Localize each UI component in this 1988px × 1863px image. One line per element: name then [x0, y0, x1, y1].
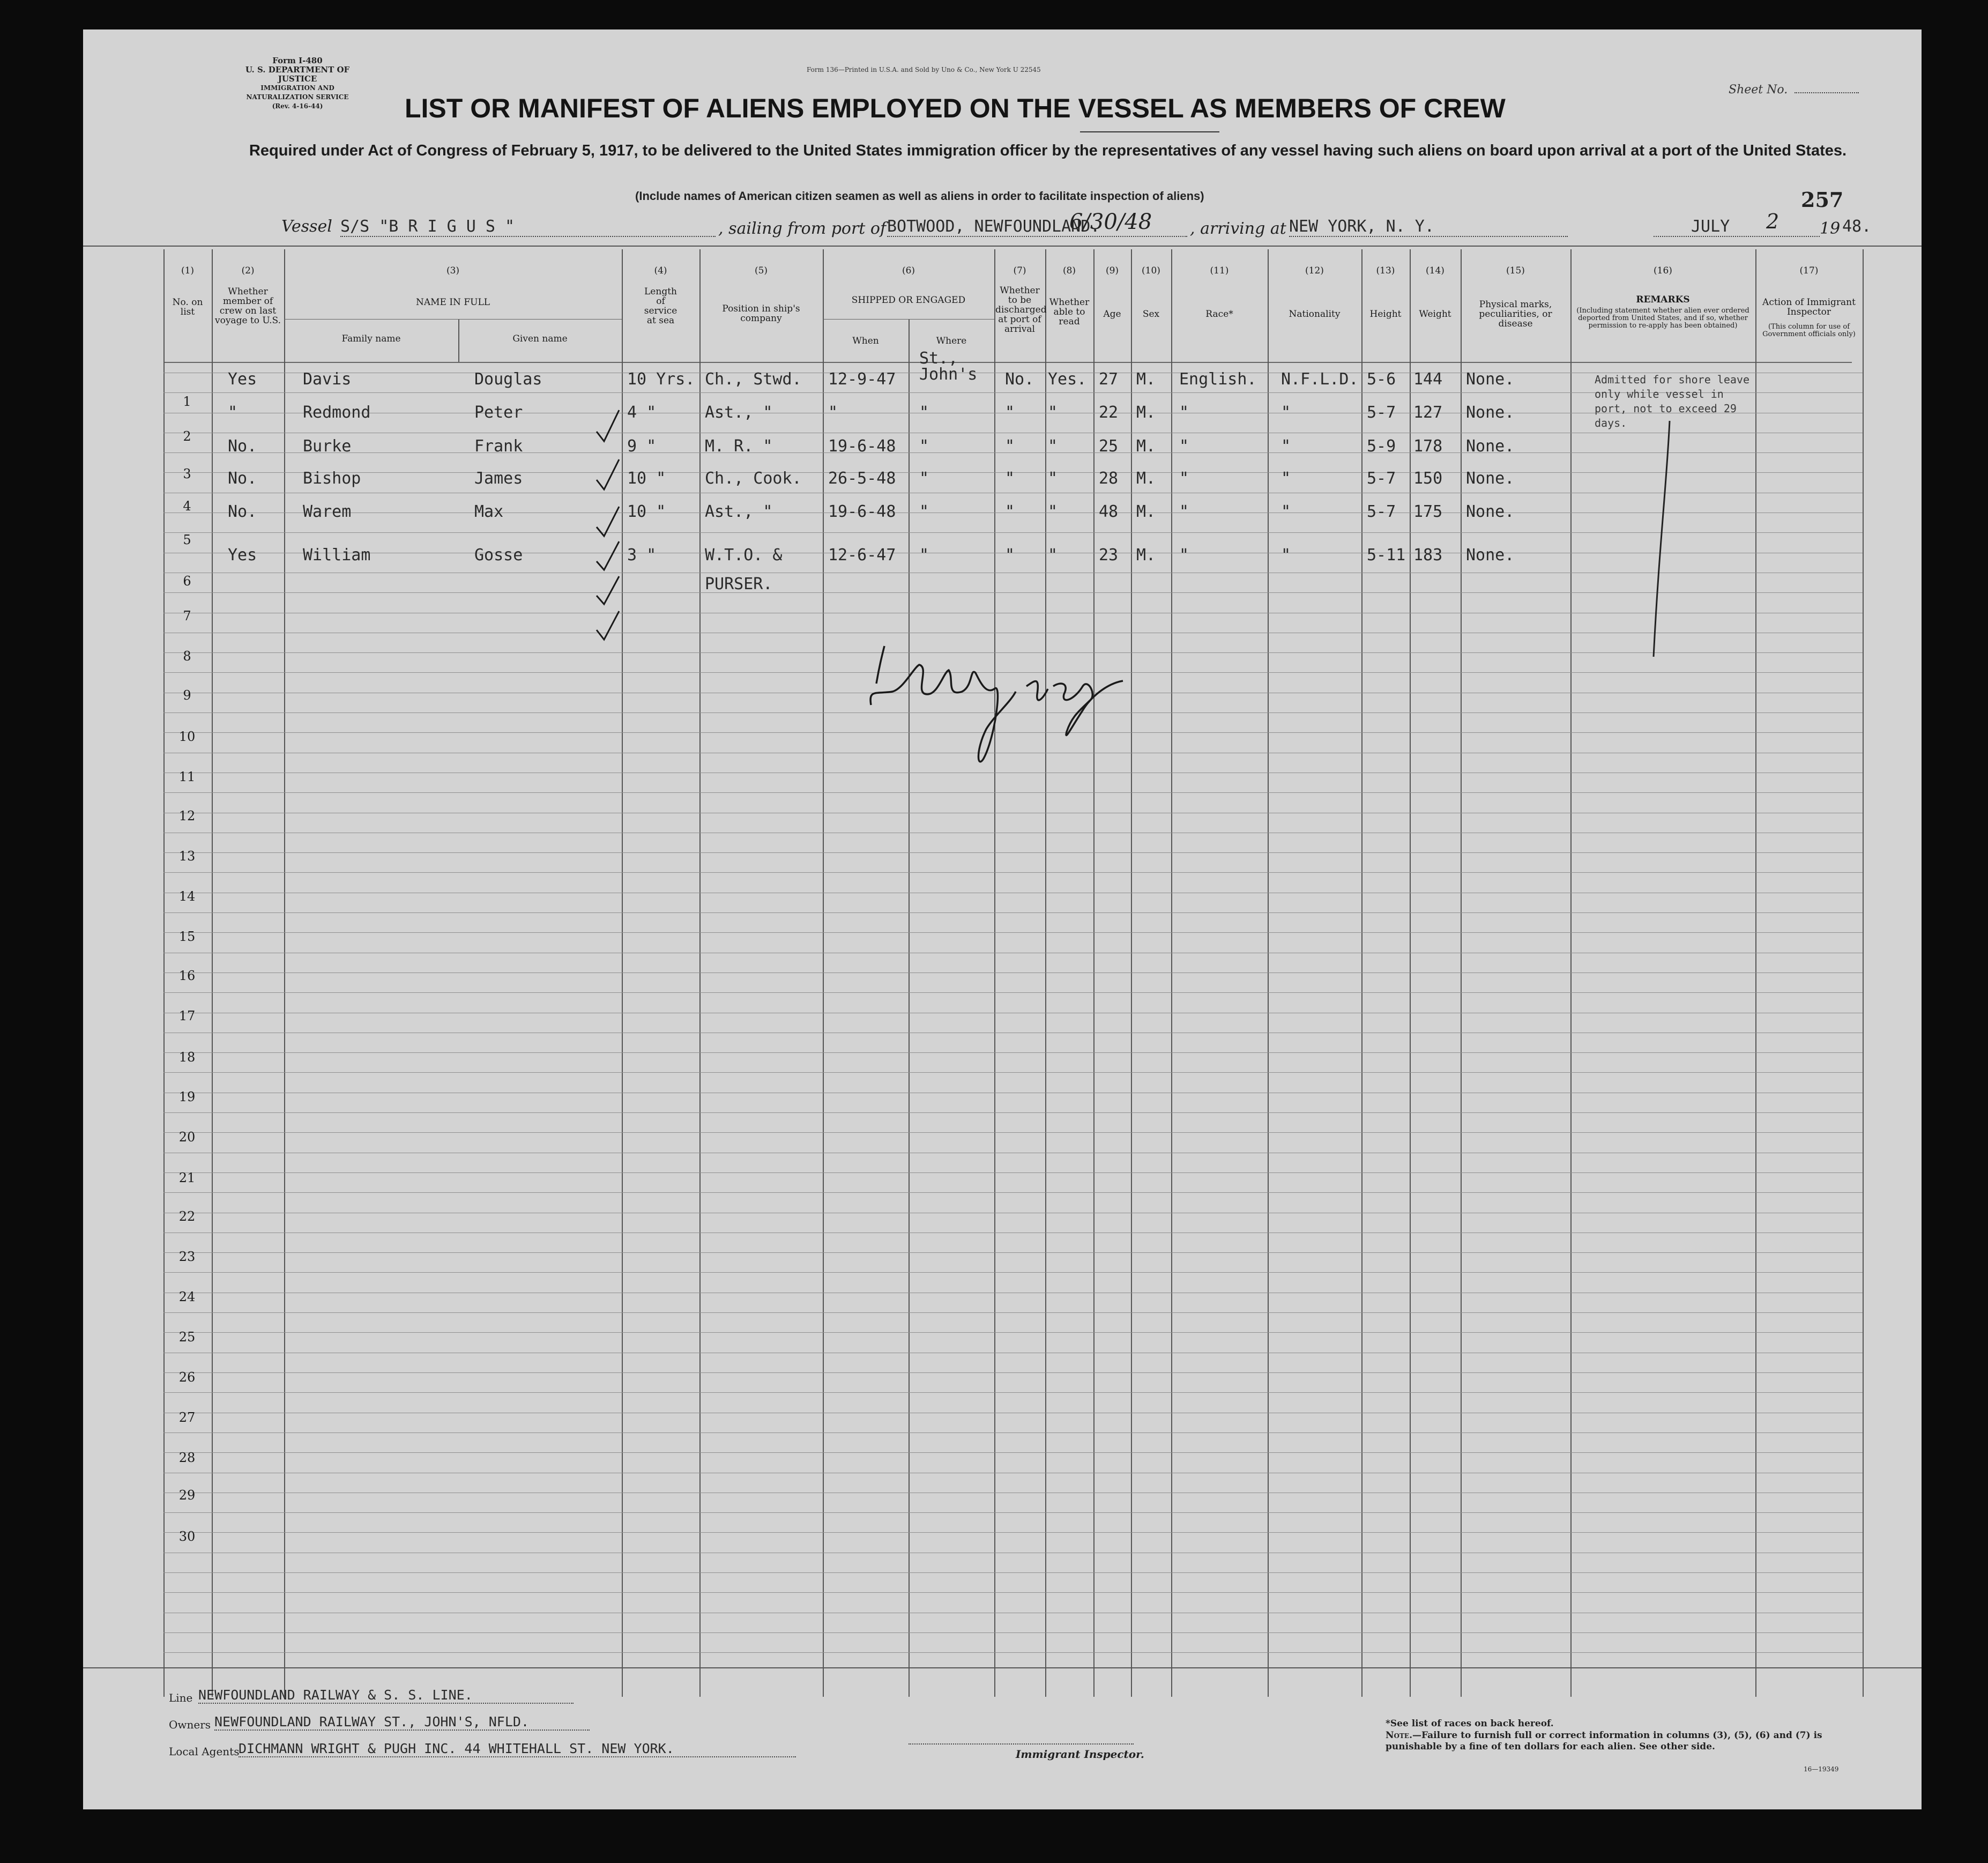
cell-weight: 144 [1413, 370, 1443, 389]
ruled-line [163, 1452, 1863, 1453]
arrival-month-field[interactable]: JULY [1654, 217, 1820, 237]
cell-crew: Yes [228, 370, 257, 389]
cell-marks: None. [1466, 437, 1515, 456]
ruled-line [163, 532, 1863, 533]
cell-age: 22 [1099, 403, 1119, 422]
instruction-note: (Include names of American citizen seamen as well as aliens in order to facilitate inspection of aliens) [635, 189, 1204, 203]
sheet-no-text: Sheet No. [1729, 83, 1788, 97]
ruled-line [163, 1192, 1863, 1193]
column-number: (9) [1105, 265, 1119, 276]
row-number: 19 [178, 1089, 196, 1104]
ruled-line [163, 1072, 1863, 1073]
ruled-line [163, 1432, 1863, 1433]
service-checkmarks [592, 399, 630, 651]
row-number: 16 [178, 968, 196, 983]
cell-crew: Yes [228, 546, 257, 565]
cell-weight: 178 [1413, 437, 1443, 456]
cell-nationality: " [1281, 437, 1291, 456]
column-header-able-to-read: Whether able to read [1049, 297, 1090, 327]
sheet-no-field[interactable] [1795, 92, 1859, 93]
cell-family: Burke [303, 437, 352, 456]
arrival-day-handwritten: 2 [1766, 210, 1779, 233]
ruled-line [163, 1392, 1863, 1393]
name-subheader-rule [284, 319, 622, 320]
row-number: 5 [183, 532, 191, 547]
row-number: 26 [178, 1370, 196, 1385]
column-subheader-given-name: Given name [512, 333, 568, 344]
cell-discharge: No. [1005, 370, 1034, 389]
sailing-label: , sailing from port of [718, 219, 887, 238]
department: U. S. DEPARTMENT OF JUSTICE [245, 65, 350, 84]
column-number: (12) [1305, 265, 1324, 276]
cell-where: St., John's [919, 349, 978, 384]
column-header-remarks: REMARKS [1636, 294, 1690, 305]
cell-crew: No. [228, 469, 257, 488]
row-number: 27 [178, 1410, 196, 1425]
local-agents-label: Local Agents [169, 1745, 240, 1758]
shipped-subheader-rule [823, 319, 994, 320]
penalty-note [1386, 1730, 1868, 1753]
ruled-line [163, 1252, 1863, 1253]
row-number: 10 [178, 729, 196, 744]
cell-discharge: " [1005, 502, 1015, 521]
cell-family: Warem [303, 502, 352, 521]
column-number: (2) [241, 265, 255, 276]
cell-family: Bishop [303, 469, 361, 488]
local-agents-field[interactable]: DICHMANN WRIGHT & PUGH INC. 44 WHITEHALL ST. NEW YORK. [239, 1741, 796, 1757]
cell-sex: M. [1136, 403, 1156, 422]
page-number: 257 [1801, 188, 1844, 212]
inspector-label: Immigrant Inspector. [1016, 1748, 1144, 1761]
row-number: 9 [183, 688, 191, 703]
ruled-line [163, 1512, 1863, 1513]
row-number: 4 [183, 499, 191, 514]
cell-nationality: " [1281, 403, 1291, 422]
departure-port-field[interactable]: BOTWOOD, NEWFOUNDLAND. [887, 217, 1187, 237]
inspector-signature-field[interactable] [909, 1743, 1134, 1745]
cell-marks: None. [1466, 403, 1515, 422]
column-header-length-of-service: Length of service at sea [644, 286, 677, 326]
cell-marks: None. [1466, 469, 1515, 488]
owners-field[interactable]: NEWFOUNDLAND RAILWAY ST., JOHN'S, NFLD. [214, 1714, 590, 1731]
cell-discharge: " [1005, 469, 1015, 488]
arrival-port-field[interactable]: NEW YORK, N. Y. [1289, 217, 1568, 237]
row-number: 13 [178, 849, 196, 864]
column-header-no-on-list: No. on list [172, 297, 203, 317]
row-number: 12 [178, 808, 196, 823]
table-bottom-rule [83, 1667, 1922, 1668]
ruled-line [163, 1532, 1863, 1533]
column-number: (6) [902, 265, 915, 276]
cell-sex: M. [1136, 370, 1156, 389]
cell-given: Frank [474, 437, 523, 456]
cell-race: " [1179, 437, 1189, 456]
ruled-line [163, 1332, 1863, 1333]
ruled-line [163, 592, 1863, 593]
ruled-line [163, 932, 1863, 933]
column-header-name: NAME IN FULL [415, 297, 490, 308]
cell-race: " [1179, 403, 1189, 422]
cell-family: Davis [303, 370, 352, 389]
line-field[interactable]: NEWFOUNDLAND RAILWAY & S. S. LINE. [198, 1687, 574, 1704]
row-number: 2 [183, 429, 191, 444]
cell-given: Gosse [474, 546, 523, 565]
departure-date-handwritten: 6/30/48 [1069, 210, 1152, 234]
cell-age: 25 [1099, 437, 1119, 456]
cell-marks: None. [1466, 370, 1515, 389]
cell-service: 10 " [627, 502, 666, 521]
cell-read: " [1048, 502, 1058, 521]
cell-height: 5-7 [1367, 469, 1396, 488]
column-number: (17) [1799, 265, 1819, 276]
row-number: 22 [178, 1209, 196, 1224]
column-header-shipped: SHIPPED OR ENGAGED [851, 295, 966, 306]
cell-service: 4 " [627, 403, 657, 422]
ruled-line [163, 992, 1863, 993]
column-number: (14) [1426, 265, 1445, 276]
cell-position: Ch., Stwd. [705, 370, 802, 389]
cell-marks: None. [1466, 502, 1515, 521]
cell-crew: No. [228, 437, 257, 456]
column-number: (7) [1013, 265, 1026, 276]
column-header-crew-last-voyage: Whether member of crew on last voyage to U.S. [214, 286, 281, 326]
cell-nationality: " [1281, 502, 1291, 521]
manifest-sheet [83, 29, 1922, 1809]
cell-height: 5-11 [1367, 546, 1406, 565]
cell-height: 5-9 [1367, 437, 1396, 456]
column-header-physical-marks: Physical marks, peculiarities, or disease [1479, 299, 1552, 329]
ruled-line [163, 912, 1863, 913]
cell-race: " [1179, 502, 1189, 521]
arriving-label: , arriving at [1190, 219, 1286, 238]
cell-weight: 150 [1413, 469, 1443, 488]
cell-given: Max [474, 502, 504, 521]
column-number: (8) [1062, 265, 1076, 276]
cell-weight: 183 [1413, 546, 1443, 565]
cell-read: " [1048, 403, 1058, 422]
row-number: 15 [178, 929, 196, 944]
cell-given: Douglas [474, 370, 542, 389]
cell-age: 48 [1099, 502, 1119, 521]
cell-when: " [828, 403, 838, 422]
column-detail-remarks: (Including statement whether alien ever ordered deported from United States, and if so, whether permission to re-apply has been obtained) [1576, 307, 1749, 330]
row-number: 17 [178, 1008, 196, 1023]
row-number: 20 [178, 1130, 196, 1145]
cell-discharge: " [1005, 546, 1015, 565]
row-number: 1 [183, 394, 191, 409]
column-header-age: Age [1103, 309, 1121, 320]
row-number: 11 [178, 769, 196, 784]
column-header-nationality: Nationality [1289, 309, 1341, 320]
cell-height: 5-6 [1367, 370, 1396, 389]
row-number: 23 [178, 1249, 196, 1264]
header-bottom-rule [163, 362, 1852, 363]
cell-sex: M. [1136, 546, 1156, 565]
cell-where: " [919, 403, 929, 422]
arrival-year-field[interactable]: 48. [1842, 217, 1872, 236]
column-header-inspector-action: Action of Immigrant Inspector [1762, 297, 1856, 317]
column-header-race: Race* [1205, 309, 1233, 320]
cell-discharge: " [1005, 403, 1015, 422]
signature [855, 635, 1155, 775]
document-subtitle: Required under Act of Congress of February 5, 1917, to be delivered to the United States immigration officer by the representatives of any vessel having such aliens on board upon arrival at a port of the United States. [249, 142, 1847, 159]
cell-race: English. [1179, 370, 1257, 389]
cell-race: " [1179, 546, 1189, 565]
cell-service: 10 Yrs. [627, 370, 695, 389]
cell-when: 12-9-47 [828, 370, 896, 389]
revision-date: (Rev. 4-16-44) [272, 102, 323, 110]
owners-label: Owners [169, 1718, 211, 1731]
cell-discharge: " [1005, 437, 1015, 456]
ruled-line [163, 1132, 1863, 1133]
cell-where: " [919, 469, 929, 488]
cell-sex: M. [1136, 469, 1156, 488]
vessel-name-field[interactable]: S/S "B R I G U S " [340, 217, 716, 237]
ruled-line [163, 1312, 1863, 1313]
cell-nationality: N.F.L.D. [1281, 370, 1359, 389]
cell-age: 28 [1099, 469, 1119, 488]
ruled-line [163, 1652, 1863, 1653]
cell-position: Ast., " [705, 403, 773, 422]
note-text: —Failure to furnish full or correct information in columns (3), (5), (6) and (7) is punishable by a fine of ten dollars for each alien. See other side. [1386, 1730, 1822, 1752]
cell-read: " [1048, 546, 1058, 565]
column-header-sex: Sex [1142, 309, 1160, 320]
cell-when: 19-6-48 [828, 502, 896, 521]
cell-race: " [1179, 469, 1189, 488]
document-title: LIST OR MANIFEST OF ALIENS EMPLOYED ON THE VESSEL AS MEMBERS OF CREW [405, 93, 1506, 123]
title-underline [1080, 131, 1219, 132]
ruled-line [163, 1272, 1863, 1273]
line-label: Line [169, 1691, 193, 1704]
printer-line: Form 136—Printed in U.S.A. and Sold by Uno & Co., New York U 22545 [807, 66, 1041, 73]
column-subheader-when: When [852, 336, 879, 346]
ruled-line [163, 872, 1863, 873]
cell-read: Yes. [1048, 370, 1087, 389]
cell-height: 5-7 [1367, 502, 1396, 521]
column-header-position: Position in ship's company [722, 303, 800, 324]
row-number: 21 [178, 1170, 196, 1185]
row-number: 25 [178, 1330, 196, 1345]
column-number: (10) [1142, 265, 1160, 276]
vessel-label: Vessel [281, 217, 332, 236]
ruled-line [163, 1052, 1863, 1053]
column-subheader-where: Where [936, 336, 967, 346]
sheet-no-label [1729, 83, 1859, 97]
ruled-line [163, 1592, 1863, 1593]
row-number: 29 [178, 1488, 196, 1503]
cell-crew: " [228, 403, 238, 422]
ruled-line [163, 1372, 1863, 1373]
row-number: 28 [178, 1450, 196, 1465]
cell-weight: 175 [1413, 502, 1443, 521]
column-number: (1) [181, 265, 195, 276]
form-header-block [228, 56, 367, 111]
cell-position: W.T.O. & [705, 546, 783, 565]
cell-age: 23 [1099, 546, 1119, 565]
cell-service: 10 " [627, 469, 666, 488]
column-header-height: Height [1369, 309, 1402, 320]
cell-family: William [303, 546, 371, 565]
cell-when: 26-5-48 [828, 469, 896, 488]
note-label: Note. [1386, 1730, 1412, 1741]
cell-position: M. R. " [705, 437, 773, 456]
column-number: (11) [1210, 265, 1229, 276]
cell-read: " [1048, 469, 1058, 488]
column-header-discharged: Whether to be discharged at port of arrival [995, 285, 1047, 335]
footer-fields [169, 1687, 812, 1766]
column-header-weight: Weight [1419, 309, 1451, 320]
form-number: Form I-480 [272, 56, 323, 65]
ruled-line [163, 1112, 1863, 1113]
races-note: *See list of races on back hereof. [1386, 1718, 1554, 1729]
column-detail-inspector-action: (This column for use of Government officials only) [1762, 323, 1856, 338]
row-number: 18 [178, 1050, 196, 1065]
ruled-line [163, 1572, 1863, 1573]
column-number: (5) [754, 265, 768, 276]
cell-given: Peter [474, 403, 523, 422]
cell-service: 3 " [627, 546, 657, 565]
cell-sex: M. [1136, 437, 1156, 456]
cell-when: 12-6-47 [828, 546, 896, 565]
ruled-line [163, 852, 1863, 853]
ruled-line [163, 792, 1863, 793]
column-number: (16) [1654, 265, 1672, 276]
cell-height: 5-7 [1367, 403, 1396, 422]
column-subheader-family-name: Family name [341, 333, 401, 344]
cell-nationality: " [1281, 546, 1291, 565]
column-number: (13) [1376, 265, 1395, 276]
cell-where: " [919, 502, 929, 521]
cell-sex: M. [1136, 502, 1156, 521]
cell-service: 9 " [627, 437, 657, 456]
row-number: 7 [183, 608, 191, 624]
cell-nationality: " [1281, 469, 1291, 488]
cell-family: Redmond [303, 403, 371, 422]
cell-position: Ast., " [705, 502, 773, 521]
row-number: 14 [178, 889, 196, 904]
cell-age: 27 [1099, 370, 1119, 389]
cell-position: Ch., Cook. [705, 469, 802, 488]
cell-marks: None. [1466, 546, 1515, 565]
cell-where: " [919, 546, 929, 565]
cell-weight: 127 [1413, 403, 1443, 422]
ruled-line [163, 1172, 1863, 1173]
table-top-rule [83, 246, 1922, 247]
row-number: 6 [183, 574, 191, 589]
column-number: (15) [1506, 265, 1525, 276]
row-number: 24 [178, 1289, 196, 1304]
column-number: (3) [446, 265, 460, 276]
cell-given: James [474, 469, 523, 488]
row-number: 3 [183, 466, 191, 481]
cell-position-line2: PURSER. [705, 575, 773, 593]
column-number: (4) [654, 265, 667, 276]
remarks-ditto-line [1637, 415, 1680, 662]
cell-read: " [1048, 437, 1058, 456]
remarks-stamp: Admitted for shore leave only while vessel in port, not to exceed 29 days. [1595, 373, 1749, 429]
row-number: 30 [178, 1529, 196, 1544]
ruled-line [163, 1632, 1863, 1633]
cell-where: " [919, 437, 929, 456]
signature-mark [855, 635, 1155, 775]
form-code: 16—19349 [1804, 1765, 1839, 1773]
cell-when: 19-6-48 [828, 437, 896, 456]
cell-crew: No. [228, 502, 257, 521]
vessel-line [281, 210, 1916, 242]
year-prefix: 19 [1820, 219, 1841, 238]
service-name: IMMIGRATION AND NATURALIZATION SERVICE [246, 84, 349, 101]
row-number: 8 [183, 649, 191, 664]
